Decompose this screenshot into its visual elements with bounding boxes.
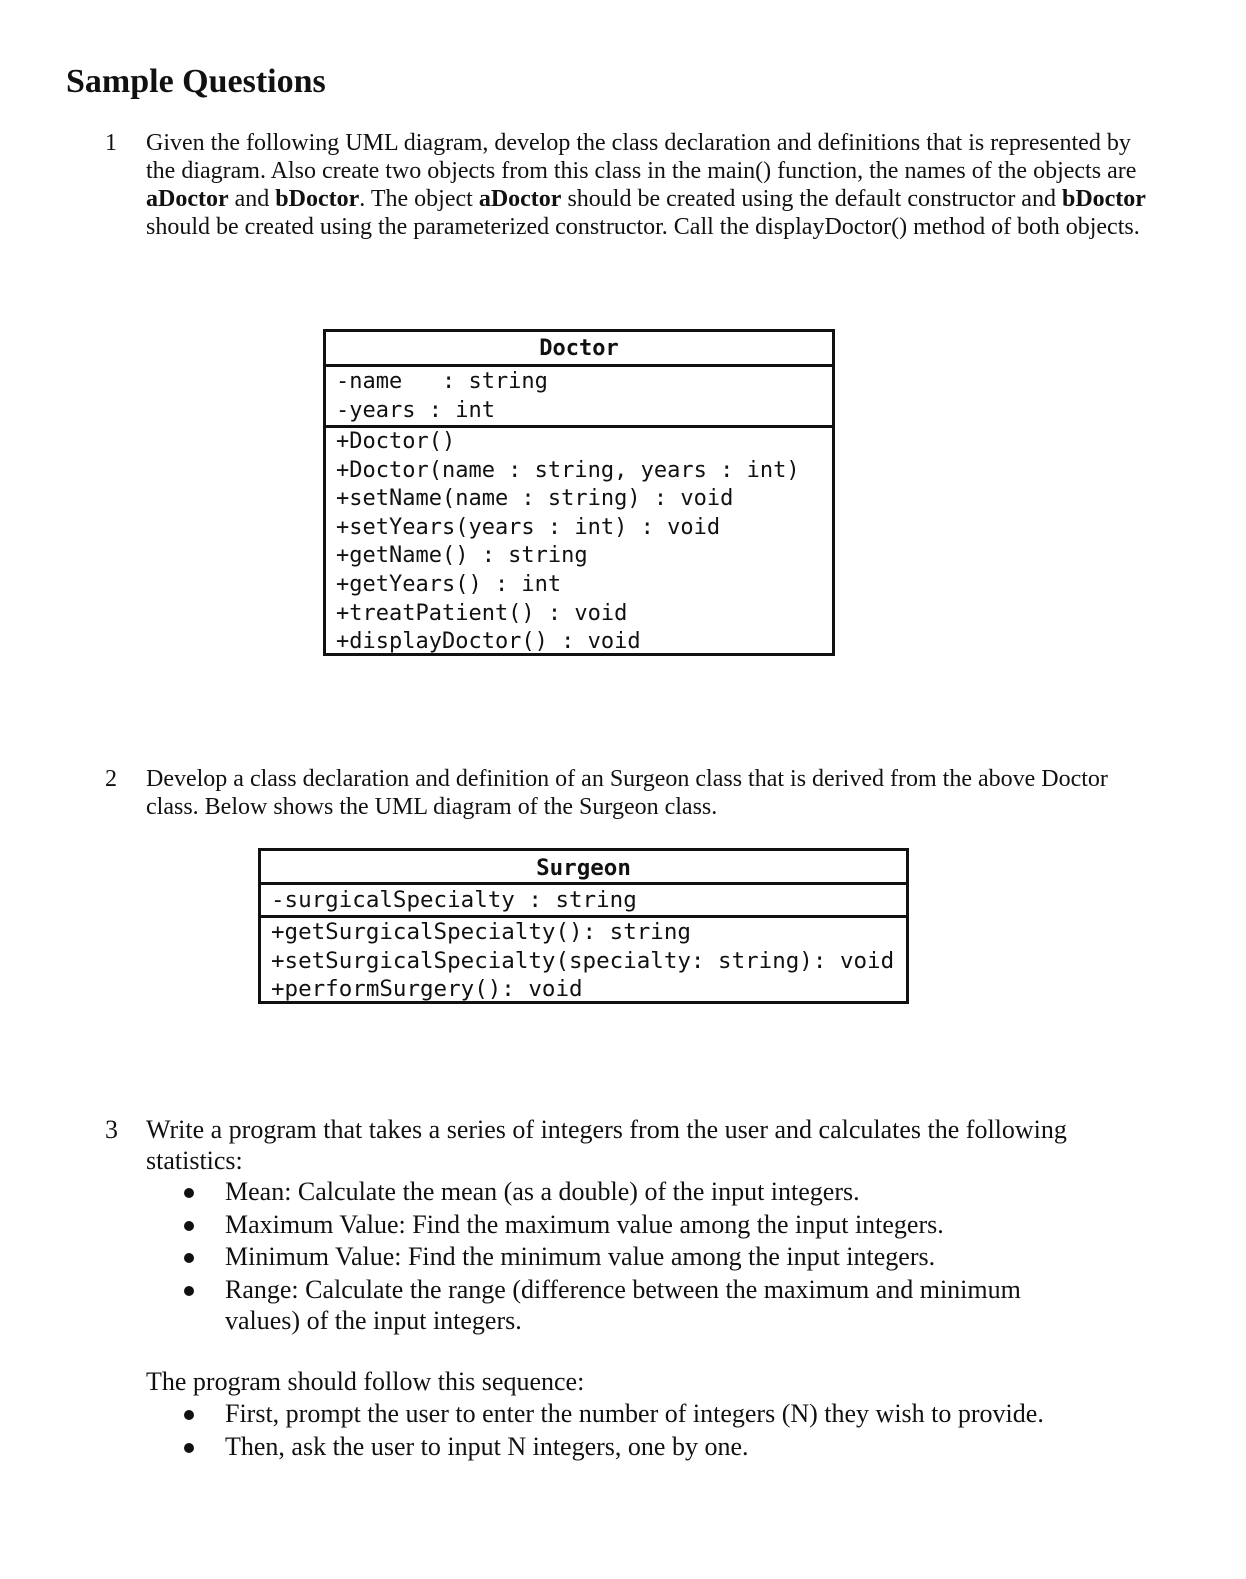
- surgeon-class-name: Surgeon: [536, 855, 631, 881]
- list-item-text: Range: Calculate the range (difference between the maximum and minimum values) of the input integers.: [225, 1274, 1021, 1335]
- q1-object-name: aDoctor: [146, 186, 229, 212]
- q1-object-name: aDoctor: [478, 186, 562, 212]
- q1-object-name: bDoctor: [275, 186, 360, 212]
- list-item: [178, 1209, 1078, 1242]
- question-number-3: 3: [105, 1115, 118, 1144]
- uml-method: +Doctor(): [336, 429, 456, 454]
- doctor-attributes: [326, 364, 832, 425]
- bullet-icon: [184, 1410, 194, 1420]
- list-item: [178, 1398, 1078, 1431]
- uml-method: +setName(name : string) : void: [336, 486, 734, 512]
- doctor-uml-class-box: [323, 329, 835, 656]
- bullet-icon: [184, 1286, 194, 1296]
- q1-text-part: should be created using the default constructor and: [561, 186, 1062, 212]
- question-number-1: 1: [105, 130, 117, 156]
- uml-method: +displayDoctor() : void: [336, 629, 641, 655]
- uml-method: +Doctor(name : string, years : int): [336, 457, 800, 483]
- list-item-text: Mean: Calculate the mean (as a double) of the input integers.: [225, 1177, 860, 1206]
- uml-method: +performSurgery(): void: [271, 976, 583, 1002]
- question-3-text: Write a program that takes a series of integers from the user and calculates the following statistics:: [146, 1115, 1067, 1175]
- q1-text-part: Given the following UML diagram, develop the class declaration and definitions that is represented by the diagram. Also create two objects from this class in the main() function, the names of the objects are: [146, 130, 1137, 184]
- uml-method: +setSurgicalSpecialty(specialty: string): void: [271, 947, 895, 974]
- list-item-text: First, prompt the user to enter the number of integers (N) they wish to provide.: [225, 1399, 1044, 1428]
- q1-text-part: should be created using the parameterized constructor. Call the displayDoctor() method of both objects.: [146, 214, 1140, 240]
- list-item: [178, 1176, 1078, 1209]
- q1-object-name: bDoctor: [1061, 186, 1146, 212]
- uml-method: +treatPatient() : void: [336, 600, 628, 626]
- uml-attribute: -years : int: [336, 398, 495, 423]
- list-item: [178, 1241, 1078, 1274]
- uml-method: +setYears(years : int) : void: [336, 514, 721, 540]
- page-title: Sample Questions: [66, 63, 326, 100]
- uml-attribute: -surgicalSpecialty : string: [271, 887, 637, 913]
- uml-method: +getName() : string: [336, 543, 588, 569]
- bullet-icon: [184, 1443, 194, 1453]
- uml-attribute: -name : string: [336, 369, 548, 394]
- list-item-text: Then, ask the user to input N integers, one by one.: [225, 1431, 749, 1461]
- uml-method: +getYears() : int: [336, 571, 562, 597]
- sequence-intro: The program should follow this sequence:: [146, 1367, 585, 1396]
- bullet-icon: [184, 1188, 194, 1198]
- statistics-list: [178, 1176, 1078, 1336]
- question-number-2: 2: [105, 766, 117, 792]
- list-item: [178, 1274, 1078, 1336]
- doctor-methods: [326, 425, 832, 657]
- sequence-list: [178, 1398, 1078, 1463]
- surgeon-uml-class-box: [258, 848, 909, 1004]
- list-item-text: Minimum Value: Find the minimum value among the input integers.: [225, 1242, 936, 1271]
- question-1-text: [146, 129, 1146, 241]
- list-item: [178, 1431, 1078, 1464]
- question-2-text: Develop a class declaration and definition of an Surgeon class that is derived from the above Doctor class. Below shows the UML diagram of the Surgeon class.: [146, 766, 1108, 820]
- bullet-icon: [184, 1221, 194, 1231]
- doctor-class-name: Doctor: [539, 336, 619, 361]
- surgeon-attributes: [261, 882, 906, 915]
- surgeon-methods: [261, 915, 906, 1004]
- q1-text-part: . The object: [359, 186, 479, 212]
- uml-method: +getSurgicalSpecialty(): string: [271, 919, 691, 945]
- bullet-icon: [184, 1253, 194, 1263]
- q1-text-part: and: [228, 186, 276, 212]
- list-item-text: Maximum Value: Find the maximum value among the input integers.: [225, 1209, 944, 1239]
